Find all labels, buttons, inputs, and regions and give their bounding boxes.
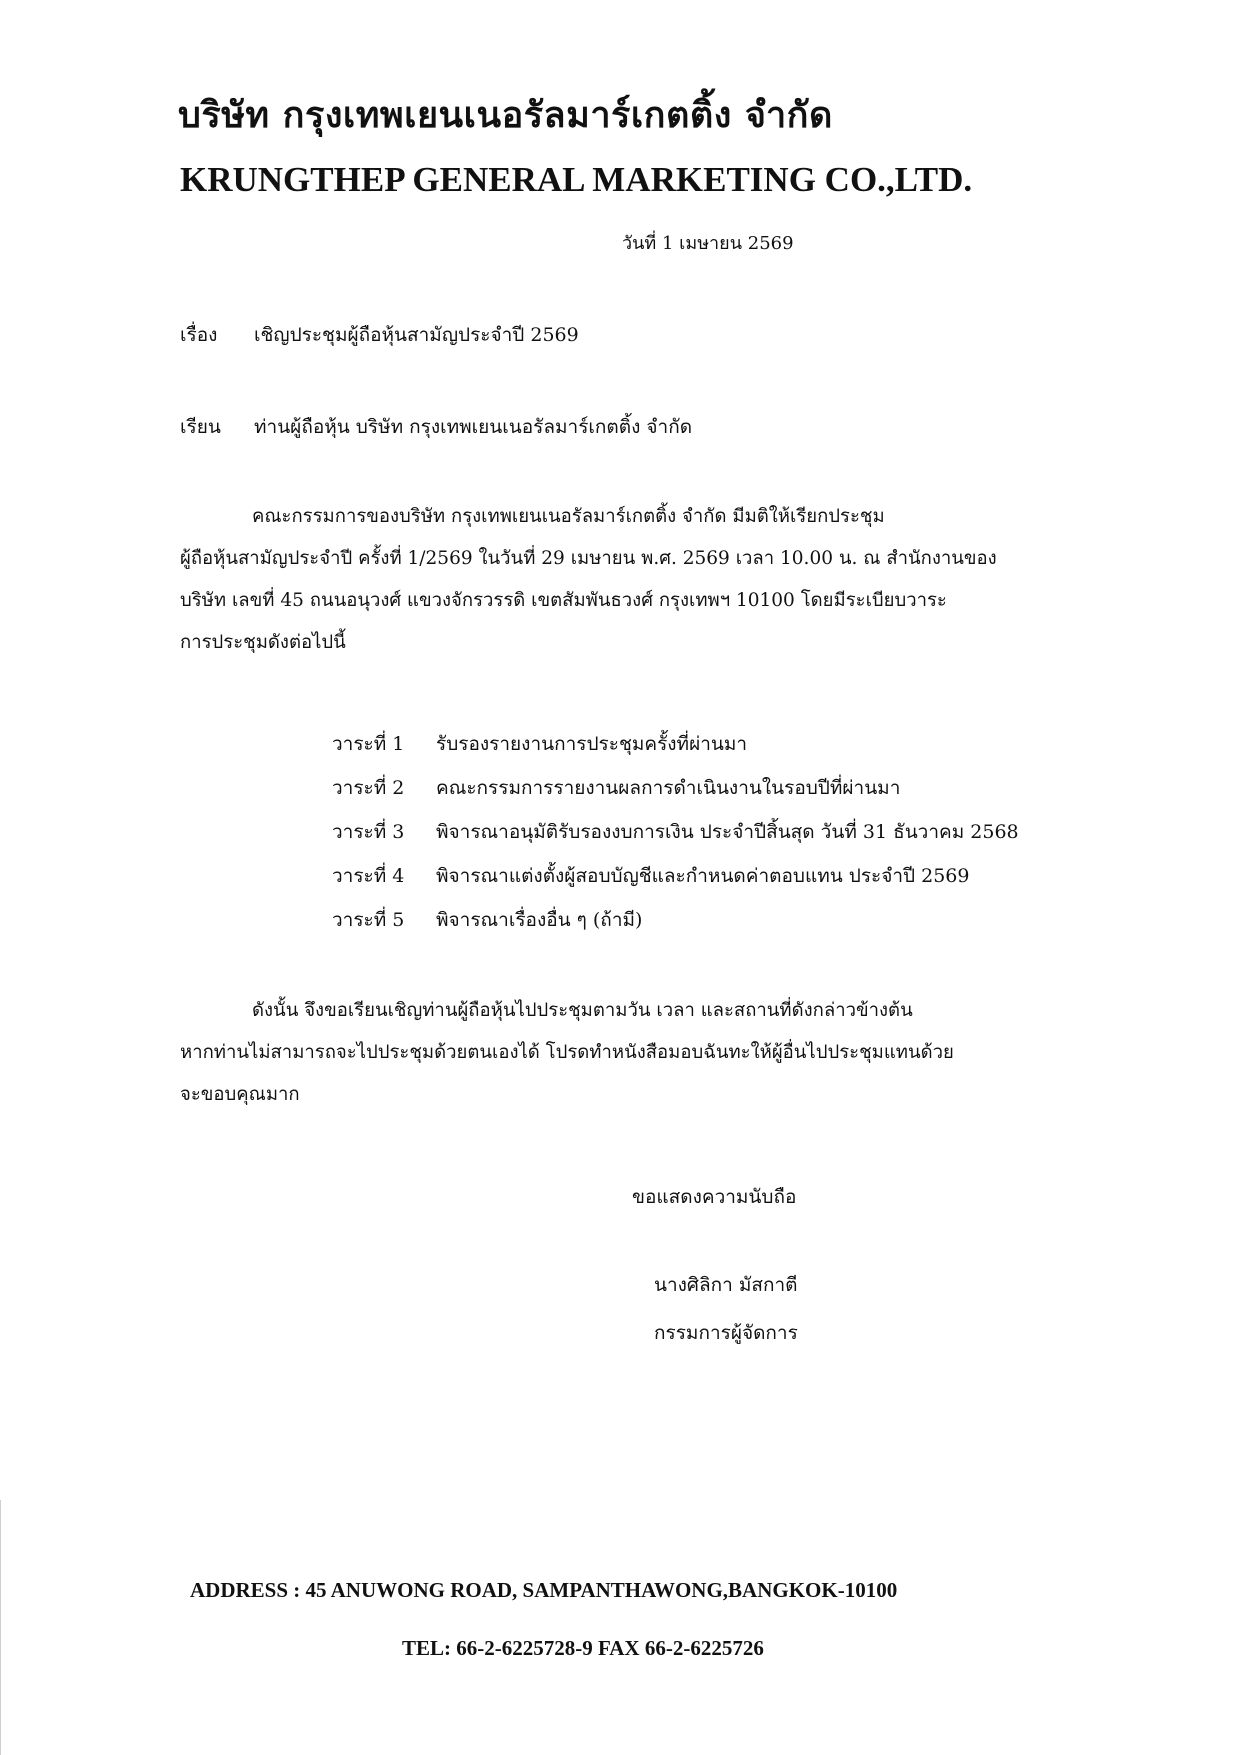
scan-edge-line	[0, 1500, 1, 1755]
agenda-list	[332, 722, 1019, 942]
intro-line: ผู้ถือหุ้นสามัญประจำปี ครั้งที่ 1/2569 ในวันที่ 29 เมษายน พ.ศ. 2569 เวลา 10.00 น. ณ สำนักงานของ	[180, 548, 997, 569]
company-name-thai: บริษัท กรุงเทพเยนเนอรัลมาร์เกตติ้ง จำกัด	[178, 94, 833, 136]
intro-line: การประชุมดังต่อไปนี้	[180, 632, 346, 653]
agenda-item	[332, 898, 1019, 942]
intro-line: บริษัท เลขที่ 45 ถนนอนุวงศ์ แขวงจักรวรรดิ เขตสัมพันธวงศ์ กรุงเทพฯ 10100 โดยมีระเบียบวาระ	[180, 590, 947, 611]
letter-date: วันที่ 1 เมษายน 2569	[622, 233, 794, 254]
agenda-number: วาระที่ 4	[332, 865, 405, 887]
agenda-text: พิจารณาเรื่องอื่น ๆ (ถ้ามี)	[436, 909, 643, 931]
footer-contact: TEL: 66-2-6225728-9 FAX 66-2-6225726	[402, 1636, 764, 1660]
signer-title: กรรมการผู้จัดการ	[654, 1322, 798, 1344]
agenda-item	[332, 854, 1019, 898]
sign-off-closing: ขอแสดงความนับถือ	[632, 1186, 797, 1208]
closing-line: หากท่านไม่สามารถจะไปประชุมด้วยตนเองได้ โปรดทำหนังสือมอบฉันทะให้ผู้อื่นไปประชุมแทนด้วย	[180, 1042, 954, 1063]
closing-line: ดังนั้น จึงขอเรียนเชิญท่านผู้ถือหุ้นไปประชุมตามวัน เวลา และสถานที่ดังกล่าวข้างต้น	[252, 1000, 913, 1021]
agenda-number: วาระที่ 1	[332, 733, 405, 755]
footer-address: ADDRESS : 45 ANUWONG ROAD, SAMPANTHAWONG,BANGKOK-10100	[190, 1578, 898, 1602]
agenda-item	[332, 722, 1019, 766]
closing-paragraph	[180, 990, 1080, 1116]
signer-name: นางศิลิกา มัสกาตี	[654, 1274, 798, 1296]
agenda-item	[332, 810, 1019, 854]
recipient-text: ท่านผู้ถือหุ้น บริษัท กรุงเทพเยนเนอรัลมาร์เกตติ้ง จำกัด	[254, 416, 693, 438]
agenda-text: พิจารณาอนุมัติรับรองงบการเงิน ประจำปีสิ้นสุด วันที่ 31 ธันวาคม 2568	[436, 821, 1019, 843]
closing-line: จะขอบคุณมาก	[180, 1084, 300, 1105]
agenda-text: รับรองรายงานการประชุมครั้งที่ผ่านมา	[436, 733, 748, 755]
recipient-label: เรียน	[180, 416, 221, 438]
agenda-number: วาระที่ 3	[332, 821, 405, 843]
company-name-english: KRUNGTHEP GENERAL MARKETING CO.,LTD.	[180, 160, 973, 199]
intro-paragraph	[180, 496, 1080, 664]
subject-text: เชิญประชุมผู้ถือหุ้นสามัญประจำปี 2569	[254, 324, 579, 346]
agenda-number: วาระที่ 5	[332, 909, 405, 931]
agenda-text: คณะกรรมการรายงานผลการดำเนินงานในรอบปีที่ผ่านมา	[436, 777, 901, 799]
agenda-text: พิจารณาแต่งตั้งผู้สอบบัญชีและกำหนดค่าตอบแทน ประจำปี 2569	[436, 865, 970, 887]
agenda-number: วาระที่ 2	[332, 777, 405, 799]
subject-label: เรื่อง	[180, 324, 218, 346]
agenda-item	[332, 766, 1019, 810]
intro-line: คณะกรรมการของบริษัท กรุงเทพเยนเนอรัลมาร์เกตติ้ง จำกัด มีมติให้เรียกประชุม	[252, 506, 885, 527]
